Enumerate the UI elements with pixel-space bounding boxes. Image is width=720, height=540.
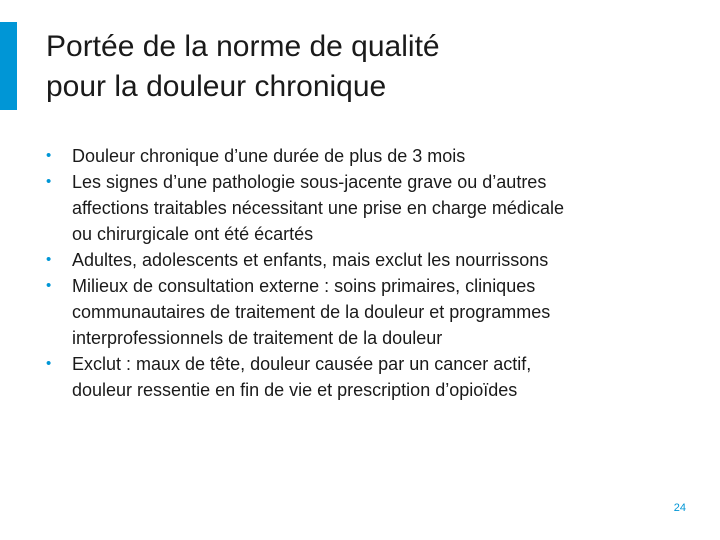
bullet-item-duration: [46, 143, 686, 169]
bullet-item-exclusions: [46, 351, 686, 403]
bullet-marker: •: [46, 147, 52, 164]
bullet-text-line: Milieux de consultation externe : soins primaires, cliniques: [72, 276, 536, 296]
slide-title: [46, 27, 666, 107]
bullet-text-line: ou chirurgicale ont été écartés: [72, 224, 314, 244]
bullet-marker: •: [46, 251, 52, 268]
bullet-item-settings: [46, 273, 686, 351]
bullet-marker: •: [46, 355, 52, 372]
bullet-text-line: Douleur chronique d’une durée de plus de 3 mois: [72, 146, 466, 166]
bullet-item-pathology-excluded: [46, 169, 686, 247]
bullet-text-line: affections traitables nécessitant une prise en charge médicale: [72, 198, 564, 218]
title-accent-bar: [0, 22, 17, 110]
bullet-text-line: interprofessionnels de traitement de la douleur: [72, 328, 443, 348]
bullet-text-line: Exclut : maux de tête, douleur causée par un cancer actif,: [72, 354, 532, 374]
page-number: 24: [673, 502, 686, 514]
bullet-item-population: [46, 247, 686, 273]
bullet-text-line: douleur ressentie en fin de vie et prescription d’opioïdes: [72, 380, 518, 400]
bullet-text-line: communautaires de traitement de la douleur et programmes: [72, 302, 551, 322]
bullet-text-line: Adultes, adolescents et enfants, mais exclut les nourrissons: [72, 250, 549, 270]
slide-title-line-2: pour la douleur chronique: [46, 70, 387, 103]
bullet-list: [46, 143, 686, 403]
bullet-marker: •: [46, 173, 52, 190]
bullet-marker: •: [46, 277, 52, 294]
bullet-text-line: Les signes d’une pathologie sous-jacente grave ou d’autres: [72, 172, 547, 192]
slide-title-line-1: Portée de la norme de qualité: [46, 30, 440, 63]
